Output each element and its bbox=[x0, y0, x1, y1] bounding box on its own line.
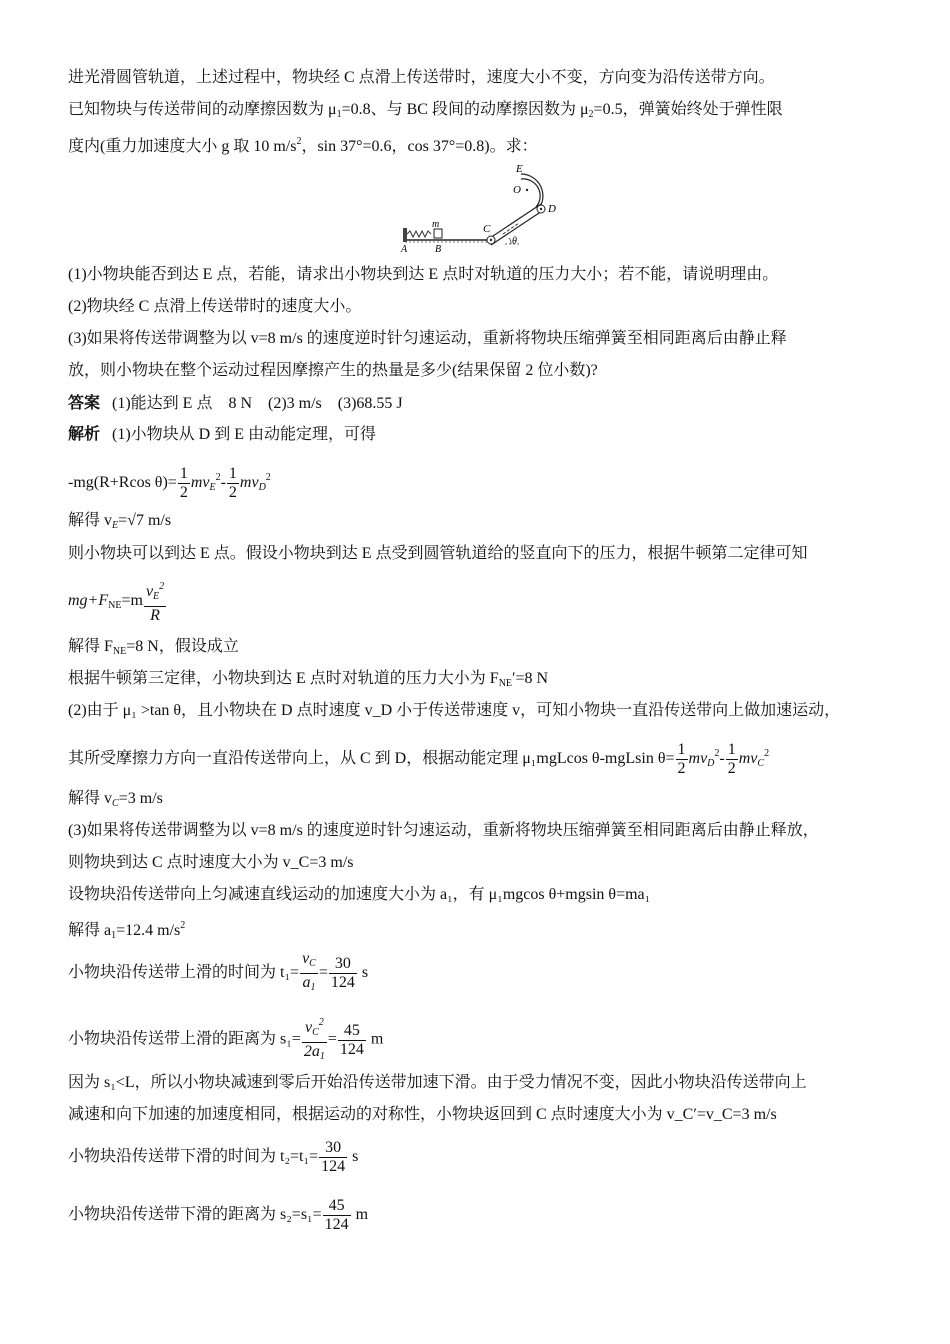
sub: D bbox=[707, 758, 715, 769]
num-v: v bbox=[145, 583, 154, 600]
sub: C bbox=[309, 958, 316, 969]
eq-text: =m bbox=[121, 592, 143, 610]
text: =8 N，假设成立 bbox=[126, 638, 239, 655]
sub: 1 bbox=[336, 109, 342, 120]
eq-text: -mg(R+Rcos θ)= bbox=[68, 474, 177, 491]
spring bbox=[407, 231, 431, 237]
question-1: (1)小物块能否到达 E 点，若能，请求出小物块到达 E 点时对轨道的压力大小；若不能，请说明理由。 bbox=[68, 266, 779, 283]
fraction-vc2-2a1 bbox=[302, 1014, 327, 1066]
den-a: a bbox=[302, 974, 311, 991]
eq-text: mv bbox=[738, 750, 758, 767]
text: =3 m/s bbox=[118, 790, 163, 807]
text: 小物块沿传送带上滑的时间为 t₁= bbox=[68, 964, 300, 982]
label-a: A bbox=[401, 244, 408, 255]
center-o bbox=[526, 189, 528, 191]
text: √7 m/s bbox=[127, 512, 172, 529]
sub: C bbox=[312, 1027, 319, 1038]
num bbox=[302, 1014, 327, 1043]
sub: 1 bbox=[319, 1051, 325, 1062]
solution-part-3-line-5: 减速和向下加速的加速度相同，根据运动的对称性，小物块返回到 C 点时速度大小为 v_C′=v_C=3 m/s bbox=[68, 1106, 777, 1123]
sub: NE bbox=[112, 646, 127, 657]
sub: D bbox=[258, 482, 266, 493]
eq-text: mv bbox=[239, 474, 259, 491]
question-3-line-1: (3)如果将传送带调整为以 v=8 m/s 的速度逆时针匀速运动，重新将物块压缩弹簧至相同距离后由静止释 bbox=[68, 330, 787, 347]
tube-inner bbox=[521, 179, 540, 207]
sub: NE bbox=[108, 600, 122, 612]
label-m: m bbox=[432, 219, 440, 230]
text: =0.8、与 BC 段间的动摩擦因数为 μ bbox=[341, 101, 589, 118]
eq-text: mv bbox=[688, 750, 708, 767]
den bbox=[302, 1043, 327, 1066]
num: 1 bbox=[179, 464, 188, 482]
solution-s2 bbox=[68, 1193, 368, 1237]
solution-a1 bbox=[68, 914, 185, 948]
sup: 2 bbox=[265, 472, 271, 483]
sub: E bbox=[112, 520, 119, 531]
text: 解得 a bbox=[68, 922, 112, 939]
den-2a: 2a bbox=[303, 1043, 320, 1060]
question-3-line-2: 放，则小物块在整个运动过程因摩擦产生的热量是多少(结果保留 2 位小数)? bbox=[68, 362, 598, 379]
physics-diagram bbox=[395, 160, 575, 260]
den bbox=[300, 974, 318, 997]
num: 1 bbox=[677, 740, 686, 758]
question-2: (2)物块经 C 点滑上传送带时的速度大小。 bbox=[68, 298, 362, 315]
num: 45 bbox=[338, 1022, 366, 1041]
text: s bbox=[348, 1148, 359, 1165]
eq-text: - bbox=[719, 750, 725, 767]
solution-vC bbox=[68, 787, 163, 816]
sup: 2 bbox=[764, 748, 770, 759]
text: 小物块沿传送带上滑的距离为 s₁= bbox=[68, 1030, 301, 1048]
sub: E bbox=[209, 482, 216, 493]
solution-s1 bbox=[68, 1014, 383, 1066]
sup: 2 bbox=[159, 581, 165, 592]
solution-part-2-line-1: (2)由于 μ₁ >tan θ，且小物块在 D 点时速度 v_D 小于传送带速度 v，可知小物块一直沿传送带向上做加速运动， bbox=[68, 702, 841, 719]
eq-text: mg+F bbox=[68, 592, 109, 610]
fraction-half-3 bbox=[676, 741, 688, 778]
text: m bbox=[366, 1030, 384, 1048]
fraction-half-2 bbox=[227, 465, 239, 502]
text: 已知物块与传送带间的动摩擦因数为 μ bbox=[68, 101, 337, 118]
wall bbox=[403, 228, 407, 242]
text: 根据牛顿第三定律，小物块到达 E 点时对轨道的压力大小为 F bbox=[68, 670, 499, 687]
belt-bottom bbox=[491, 209, 545, 245]
text: m bbox=[351, 1206, 369, 1223]
sub: E bbox=[153, 591, 160, 602]
fraction-v2-r bbox=[144, 578, 166, 625]
den: 2 bbox=[727, 759, 736, 777]
text: (1)小物块从 D 到 E 由动能定理，可得 bbox=[112, 426, 377, 443]
label-e: E bbox=[516, 163, 523, 175]
text: =0.5，弹簧始终处于弹性限 bbox=[593, 101, 783, 118]
problem-line-2 bbox=[68, 98, 783, 127]
solution-FNE bbox=[68, 635, 239, 664]
num: 1 bbox=[228, 464, 237, 482]
fraction-30-124-b bbox=[319, 1139, 347, 1176]
block-m bbox=[434, 229, 442, 238]
belt-top bbox=[487, 204, 541, 240]
sub: C bbox=[757, 758, 765, 769]
solution-vE bbox=[68, 509, 171, 538]
num: 1 bbox=[727, 740, 736, 758]
num: 45 bbox=[323, 1197, 351, 1216]
solution-part-3-line-3: 设物块沿传送带向上匀减速直线运动的加速度大小为 a₁，有 μ₁mgcos θ+mgsin θ=ma₁ bbox=[68, 886, 651, 903]
solution-part-3-line-1: (3)如果将传送带调整为以 v=8 m/s 的速度逆时针匀速运动，重新将物块压缩弹簧至相同距离后由静止释放， bbox=[68, 822, 819, 839]
solution-line-1 bbox=[68, 423, 376, 447]
text: s bbox=[357, 964, 369, 982]
num: 30 bbox=[329, 955, 357, 974]
angle-arc bbox=[509, 238, 511, 244]
den: 124 bbox=[324, 1215, 349, 1233]
sup: 2 bbox=[180, 920, 186, 931]
sub: 1 bbox=[111, 930, 117, 941]
sub: C bbox=[112, 798, 119, 809]
roller-c-center bbox=[490, 239, 492, 241]
solution-t2 bbox=[68, 1135, 358, 1179]
label-d: D bbox=[548, 203, 556, 215]
solution-part-2-line-2 bbox=[68, 734, 769, 784]
num: 30 bbox=[319, 1139, 347, 1158]
text: 其所受摩擦力方向一直沿传送带向上，从 C 到 D，根据动能定理 μ₁mgLcos θ-mgLsin θ= bbox=[68, 750, 675, 767]
den: 124 bbox=[321, 1157, 346, 1175]
text: 解得 F bbox=[68, 638, 113, 655]
den: R bbox=[150, 607, 160, 624]
sup: 2 bbox=[714, 748, 720, 759]
text: ′=8 N bbox=[512, 670, 549, 687]
answer-line bbox=[68, 392, 403, 416]
equation-1 bbox=[68, 458, 271, 508]
solution-t1 bbox=[68, 950, 368, 997]
fraction-45-124-b bbox=[323, 1197, 351, 1234]
answer-tag: 答案 bbox=[68, 395, 101, 412]
den: 2 bbox=[179, 483, 188, 501]
den: 2 bbox=[228, 483, 237, 501]
solution-newton-third bbox=[68, 667, 548, 696]
text: = bbox=[327, 1030, 337, 1048]
eq-text: - bbox=[220, 474, 226, 491]
text: = bbox=[118, 512, 128, 529]
eq-text: mv bbox=[190, 474, 210, 491]
text: 小物块沿传送带下滑的距离为 s₂=s₁= bbox=[68, 1206, 322, 1223]
text: = bbox=[318, 964, 328, 982]
text: 度内(重力加速度大小 g 取 10 m/s bbox=[68, 138, 297, 155]
solution-line-3: 则小物块可以到达 E 点。假设小物块到达 E 点受到圆管轨道给的竖直向下的压力，根据牛顿第二定律可知 bbox=[68, 545, 808, 562]
sup: 2 bbox=[296, 136, 302, 147]
text: 解得 v bbox=[68, 790, 113, 807]
label-theta: θ bbox=[512, 236, 517, 247]
text: ，sin 37°=0.6，cos 37°=0.8)。求： bbox=[301, 138, 538, 155]
num-v: v bbox=[302, 950, 310, 967]
den: 124 bbox=[330, 974, 355, 991]
problem-line-3 bbox=[68, 130, 538, 159]
label-b: B bbox=[435, 244, 442, 255]
den: 124 bbox=[339, 1040, 364, 1058]
num-v: v bbox=[304, 1019, 313, 1036]
sub: NE bbox=[498, 678, 513, 689]
fraction-30-124 bbox=[329, 955, 357, 992]
solution-tag: 解析 bbox=[68, 426, 101, 443]
answer-text: (1)能达到 E 点 8 N (2)3 m/s (3)68.55 J bbox=[112, 395, 403, 412]
sup: 2 bbox=[318, 1017, 324, 1028]
equation-2 bbox=[68, 578, 167, 628]
label-o: O bbox=[513, 184, 521, 196]
solution-part-3-line-2: 则物块到达 C 点时速度大小为 v_C=3 m/s bbox=[68, 854, 354, 871]
text: 小物块沿传送带下滑的时间为 t₂=t₁= bbox=[68, 1148, 319, 1165]
solution-part-3-line-4: 因为 s₁<L，所以小物块减速到零后开始沿传送带加速下滑。由于受力情况不变，因此小物块沿传送带向上 bbox=[68, 1074, 807, 1091]
problem-line-1: 进光滑圆管轨道，上述过程中，物块经 C 点滑上传送带时，速度大小不变，方向变为沿传送带方向。 bbox=[68, 69, 775, 86]
text: 解得 v bbox=[68, 512, 113, 529]
den: 2 bbox=[677, 759, 686, 777]
fraction-45-124 bbox=[338, 1022, 366, 1059]
fraction-half-4 bbox=[726, 741, 738, 778]
fraction-half bbox=[178, 465, 190, 502]
num bbox=[300, 950, 318, 974]
sub: 1 bbox=[310, 982, 316, 993]
sup: 2 bbox=[215, 472, 221, 483]
label-c: C bbox=[483, 223, 491, 235]
text: =12.4 m/s bbox=[116, 922, 181, 939]
fraction-vc-a1 bbox=[300, 950, 318, 997]
roller-d-center bbox=[540, 208, 542, 210]
sub: 2 bbox=[588, 109, 594, 120]
num bbox=[144, 578, 166, 607]
